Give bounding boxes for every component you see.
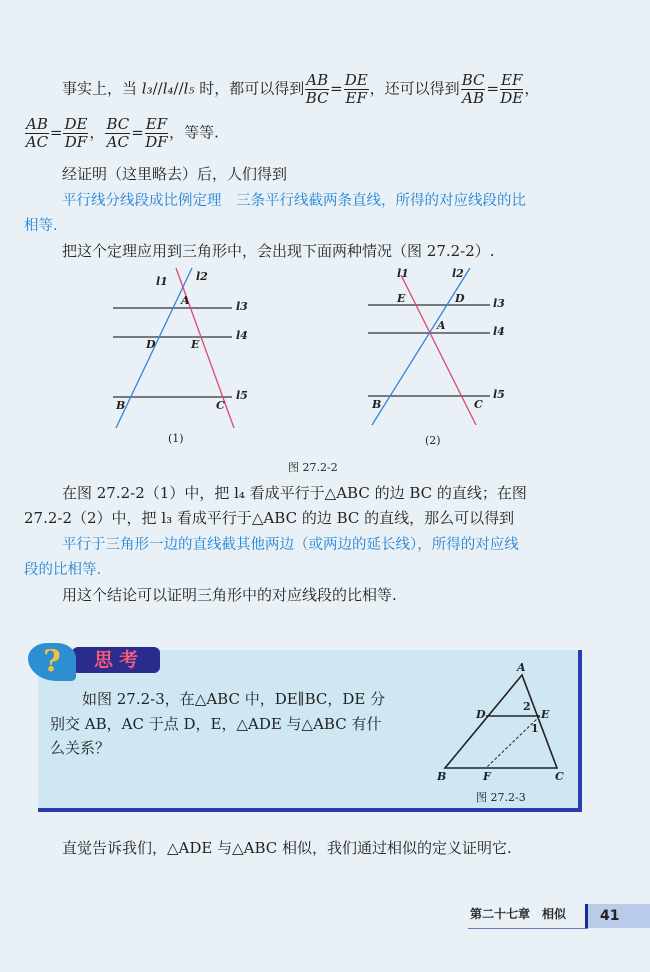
fraction: $\frac{BC}{AC}$ bbox=[106, 115, 130, 151]
point-a: A bbox=[437, 319, 446, 332]
theorem-line-2: 相等. bbox=[24, 218, 58, 234]
point-f: F bbox=[483, 770, 491, 783]
point-c: C bbox=[216, 399, 225, 412]
apply-line: 把这个定理应用到三角形中，会出现下面两种情况（图 27.2-2）. bbox=[62, 242, 495, 260]
point-d: D bbox=[476, 708, 486, 721]
text: = bbox=[486, 79, 500, 98]
para2-line-2: 27.2-2（2）中，把 l₃ 看成平行于△ABC 的边 BC 的直线，那么可以得到 bbox=[24, 509, 515, 527]
fraction: $\frac{AB}{AC}$ bbox=[25, 115, 49, 151]
fraction: $\frac{AB}{BC}$ bbox=[305, 71, 329, 107]
text: // bbox=[152, 79, 163, 98]
point-d: D bbox=[455, 292, 465, 305]
page-number: 41 bbox=[585, 904, 650, 928]
text: ，等等. bbox=[169, 123, 219, 142]
label-l3: l3 bbox=[493, 297, 505, 310]
point-b: B bbox=[372, 398, 382, 411]
label-l1: l1 bbox=[397, 267, 409, 280]
point-c: C bbox=[474, 398, 483, 411]
think-title: 思考 bbox=[72, 647, 160, 673]
text: l₄ bbox=[162, 79, 174, 98]
figure-1-label: (1) bbox=[168, 432, 184, 445]
proof-line: 经证明（这里略去）后，人们得到 bbox=[62, 165, 288, 183]
theorem2-line-2: 段的比相等. bbox=[24, 562, 102, 578]
figure-2-label: (2) bbox=[425, 434, 441, 447]
point-e: E bbox=[191, 338, 200, 351]
text: // bbox=[173, 79, 184, 98]
chapter-title: 第二十七章 相似 bbox=[470, 907, 567, 921]
figure-caption: 图 27.2-2 bbox=[288, 461, 338, 474]
fraction: $\frac{EF}{DF}$ bbox=[145, 115, 168, 151]
point-c: C bbox=[555, 770, 564, 783]
text: l₃ bbox=[141, 79, 153, 98]
point-a: A bbox=[517, 661, 526, 674]
label-l4: l4 bbox=[493, 325, 505, 338]
label-l2: l2 bbox=[452, 267, 464, 280]
point-e: E bbox=[541, 708, 550, 721]
text: ，还可以得到 bbox=[369, 79, 460, 98]
text: l₅ bbox=[183, 79, 195, 98]
text: ， bbox=[89, 123, 105, 142]
point-b: B bbox=[437, 770, 447, 783]
theorem-line-1: 平行线分线段成比例定理 三条平行线截两条直线，所得的对应线段的比 bbox=[62, 193, 526, 209]
think-line-2: 别交 AB，AC 于点 D，E，△ADE 与△ABC 有什 bbox=[50, 715, 382, 733]
text: = bbox=[49, 123, 63, 142]
label-l1: l1 bbox=[156, 275, 168, 288]
angle-1: 1 bbox=[531, 722, 539, 735]
text: = bbox=[330, 79, 343, 98]
fraction: $\frac{DE}{EF}$ bbox=[344, 71, 368, 107]
point-b: B bbox=[116, 399, 126, 412]
point-a: A bbox=[181, 294, 190, 307]
label-l5: l5 bbox=[236, 389, 248, 402]
label-l2: l2 bbox=[196, 270, 208, 283]
text: = bbox=[131, 123, 144, 142]
label-l3: l3 bbox=[236, 300, 248, 313]
angle-2: 2 bbox=[523, 700, 531, 713]
label-l5: l5 bbox=[493, 388, 505, 401]
fraction: $\frac{EF}{DE}$ bbox=[500, 71, 524, 107]
final-line: 直觉告诉我们，△ADE 与△ABC 相似，我们通过相似的定义证明它. bbox=[62, 839, 512, 857]
text: 时，都可以得到 bbox=[199, 79, 305, 98]
conclude-line: 用这个结论可以证明三角形中的对应线段的比相等. bbox=[62, 586, 397, 604]
fraction: $\frac{DE}{DF}$ bbox=[64, 115, 88, 151]
para2-line-1: 在图 27.2-2（1）中，把 l₄ 看成平行于△ABC 的边 BC 的直线；在图 bbox=[62, 484, 527, 502]
point-e: E bbox=[397, 292, 406, 305]
fraction: $\frac{BC}{AB}$ bbox=[461, 71, 485, 107]
label-l4: l4 bbox=[236, 329, 248, 342]
figure-caption: 图 27.2-3 bbox=[476, 791, 526, 804]
text: ， bbox=[524, 79, 540, 98]
theorem2-line-1: 平行于三角形一边的直线截其他两边（或两边的延长线），所得的对应线 bbox=[62, 537, 519, 553]
question-icon: ? bbox=[28, 643, 76, 681]
think-line-1: 如图 27.2-3，在△ABC 中，DE∥BC，DE 分 bbox=[82, 690, 386, 708]
point-d: D bbox=[146, 338, 156, 351]
think-line-3: 么关系？ bbox=[50, 739, 111, 757]
text: 事实上，当 bbox=[62, 79, 138, 98]
